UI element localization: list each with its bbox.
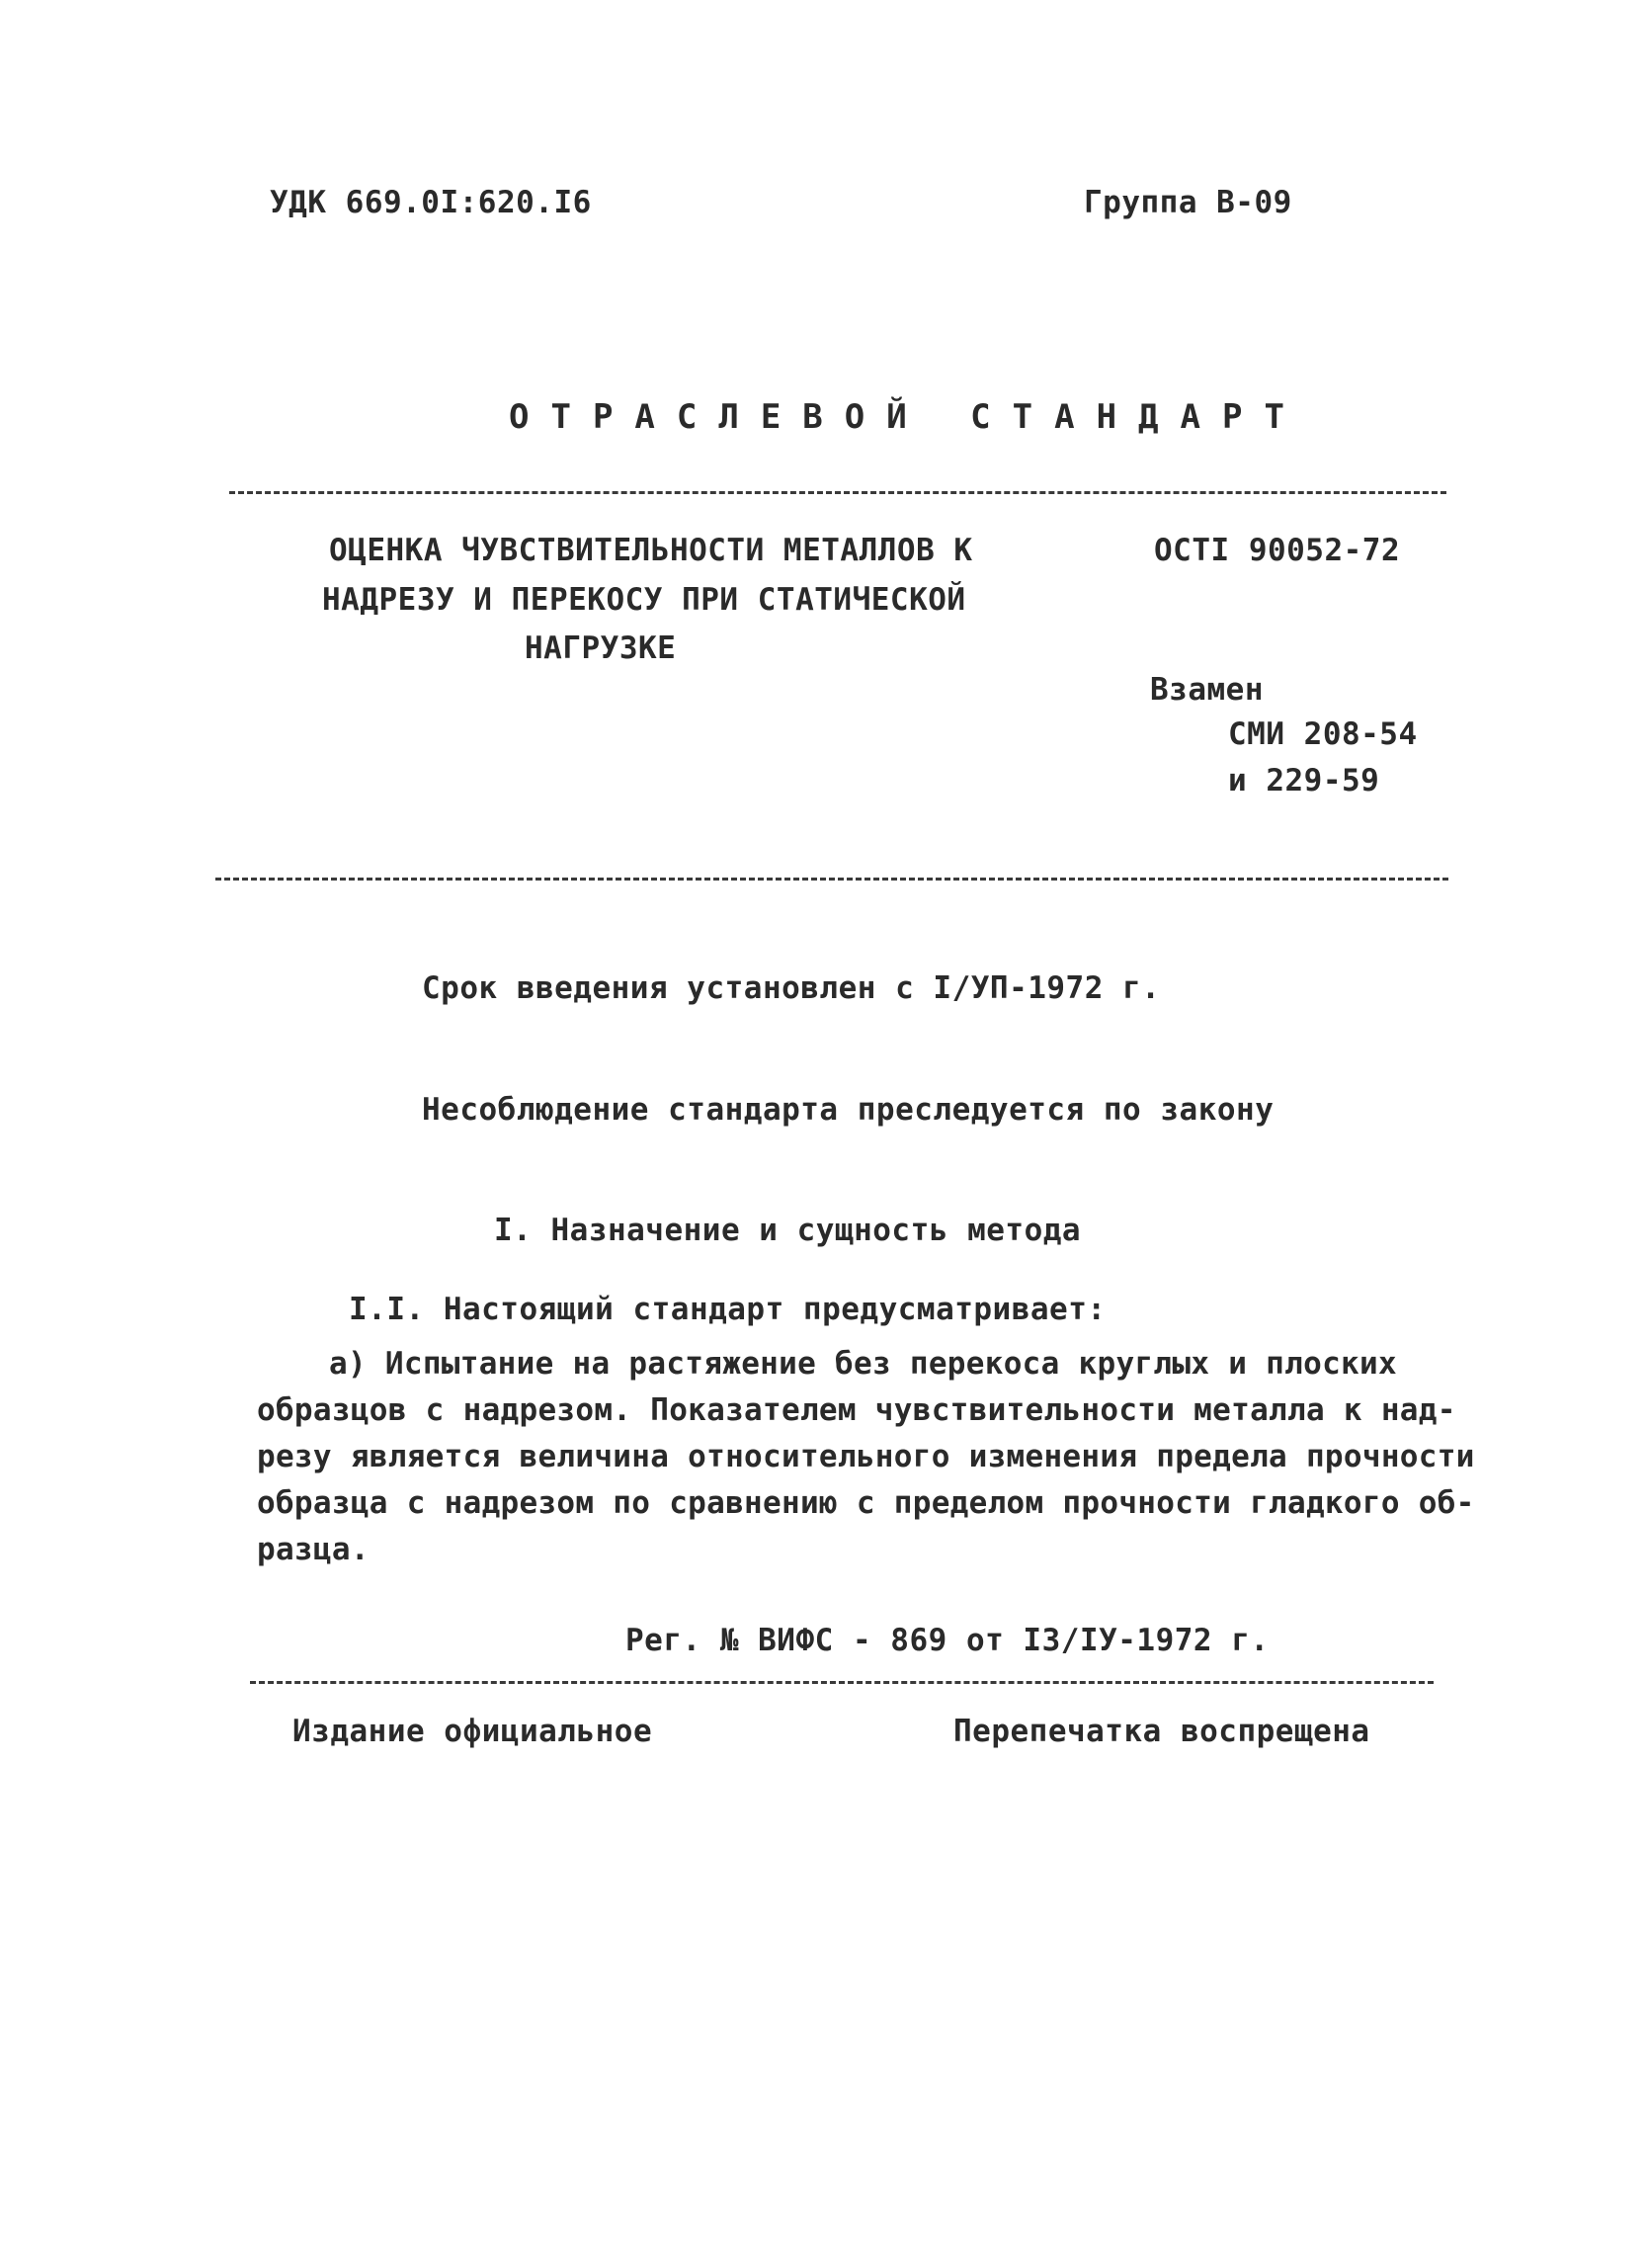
registration-number: Рег. № ВИФС - 869 от I3/IУ-1972 г.	[625, 1623, 1270, 1658]
replaces-line-1: СМИ 208-54	[1228, 716, 1418, 752]
title-line-3: НАГРУЗКЕ	[525, 630, 677, 666]
edition-notice: Издание официальное	[292, 1714, 653, 1749]
replaces-label: Взамен	[1150, 672, 1264, 708]
top-rule	[229, 491, 1446, 494]
title-line-1: ОЦЕНКА ЧУВСТВИТЕЛЬНОСТИ МЕТАЛЛОВ К	[329, 533, 973, 568]
title-line-2: НАДРЕЗУ И ПЕРЕКОСУ ПРИ СТАТИЧЕСКОЙ	[322, 582, 966, 618]
standard-designation: ОСТI 90052-72	[1154, 533, 1401, 568]
udc-code: УДК 669.0I:620.I6	[270, 185, 592, 220]
paragraph-line-3: резу является величина относительного изменения предела прочности	[257, 1439, 1475, 1474]
paragraph-line-2: образцов с надрезом. Показателем чувствительности металла к над-	[257, 1392, 1456, 1428]
group-code: Группа В-09	[1084, 185, 1292, 220]
legal-notice: Несоблюдение стандарта преследуется по закону	[422, 1092, 1275, 1128]
standard-type: ОТРАСЛЕВОЙ СТАНДАРТ	[509, 397, 1306, 437]
effective-date: Срок введения установлен с I/УП-1972 г.	[422, 970, 1161, 1006]
clause-heading: I.I. Настоящий стандарт предусматривает:	[349, 1292, 1107, 1327]
replaces-line-2: и 229-59	[1228, 763, 1380, 798]
paragraph-line-4: образца с надрезом по сравнению с пределом прочности гладкого об-	[257, 1485, 1475, 1521]
reprint-notice: Перепечатка воспрещена	[953, 1714, 1370, 1749]
paragraph-line-1: а) Испытание на растяжение без перекоса круглых и плоских	[329, 1346, 1397, 1382]
middle-rule	[215, 878, 1448, 881]
paragraph-line-5: разца.	[257, 1532, 370, 1567]
bottom-rule	[250, 1681, 1434, 1684]
section-heading: I. Назначение и сущность метода	[494, 1213, 1082, 1248]
